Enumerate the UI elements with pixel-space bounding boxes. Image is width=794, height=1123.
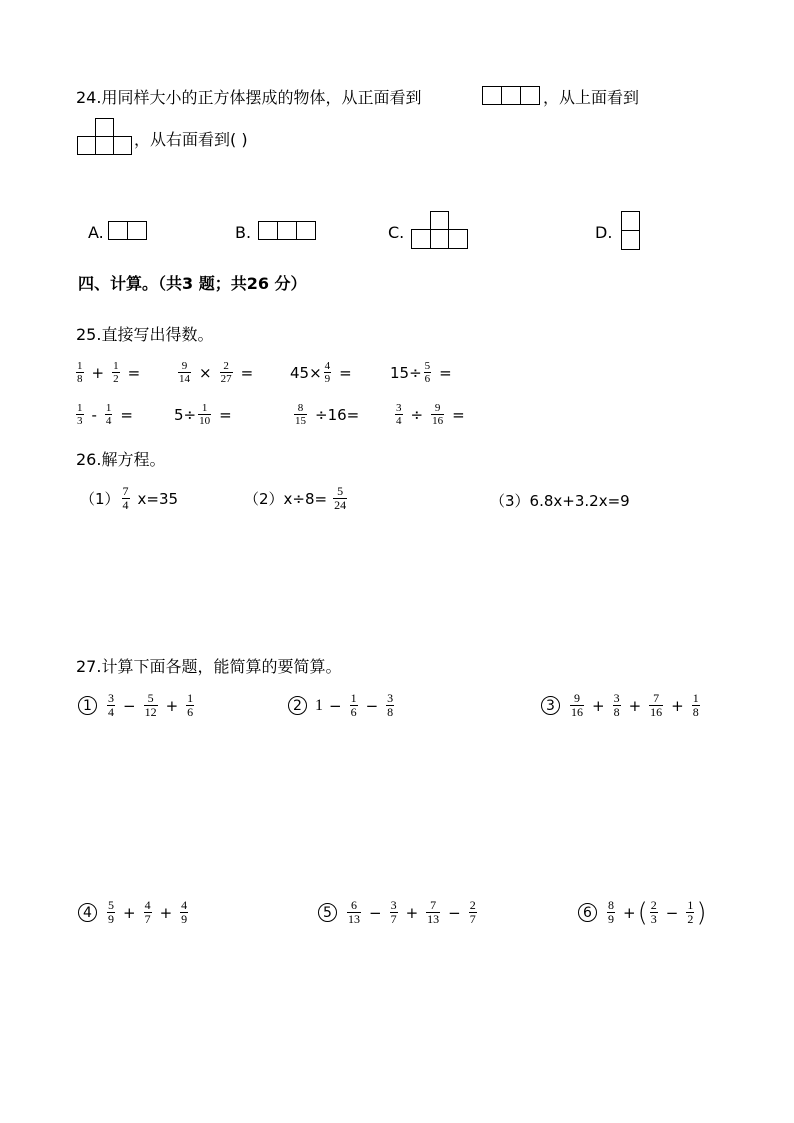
q24-option-c-label: C.: [388, 223, 405, 242]
fraction: $\frac{1}{4}$: [105, 402, 112, 427]
number-circle-3: 3: [541, 696, 560, 715]
fraction: $\frac{3}{8}$: [613, 691, 620, 719]
q25-item-5: $\frac{1}{3}$ - $\frac{1}{4}$ =: [77, 402, 133, 427]
number-circle-2: 2: [288, 696, 307, 715]
q25-title: 25.直接写出得数。: [76, 325, 214, 344]
fraction: $\frac{7}{13}$: [427, 898, 440, 926]
q24-line2: [134, 130, 248, 150]
fraction: $\frac{4}{9}$: [181, 898, 188, 926]
q25-item-1: $\frac{1}{8}$ + $\frac{1}{2}$ =: [77, 360, 141, 385]
q24-option-b-label: B.: [235, 223, 252, 242]
fraction: $\frac{7}{16}$: [650, 691, 663, 719]
section-title: 四、计算。（共3 题；共26 分）: [78, 274, 307, 293]
q27-problem-6: 6 $\frac{8}{9}$ + ( $\frac{2}{3}$ − $\frac{1}{2}$ ): [578, 899, 706, 926]
q25-item-4: 15÷ $\frac{5}{6}$ =: [390, 360, 452, 385]
q24-option-b-figure: [258, 221, 318, 241]
fraction: $\frac{1}{3}$: [77, 402, 83, 427]
fraction: $\frac{5}{12}$: [144, 691, 157, 719]
q25-item-7: $\frac{8}{15}$ ÷16=: [295, 402, 360, 427]
number-circle-4: 4: [78, 903, 97, 922]
fraction: $\frac{9}{16}$: [571, 691, 583, 719]
fraction: $\frac{3}{4}$: [108, 691, 114, 719]
q27-problem-1: 1 $\frac{3}{4}$ − $\frac{5}{12}$ + $\frac{1}{6}$: [78, 692, 196, 719]
q26-equation-3: （3）6.8x+3.2x=9: [490, 492, 630, 510]
fraction: $\frac{1}{8}$: [77, 360, 83, 385]
fraction: $\frac{6}{13}$: [348, 898, 360, 926]
fraction: $\frac{1}{2}$: [113, 360, 119, 385]
q25-item-3: 45× $\frac{4}{9}$ =: [290, 360, 352, 385]
fraction: $\frac{5}{6}$: [424, 360, 431, 385]
q26-equation-2: （2）x÷8= $\frac{5}{24}$: [244, 484, 347, 512]
q24-line1-end: [543, 88, 639, 108]
fraction: $\frac{1}{2}$: [687, 898, 694, 926]
fraction: $\frac{5}{24}$: [334, 484, 347, 512]
q27-problem-4: 4 $\frac{5}{9}$ + $\frac{4}{7}$ + $\frac{4}{9}$: [78, 899, 190, 926]
fraction: $\frac{2}{7}$: [469, 898, 476, 926]
q24-top-view-figure: [77, 118, 137, 158]
fraction: $\frac{2}{27}$: [220, 360, 232, 385]
q24-text-part2: ，从上面看到: [543, 88, 640, 107]
q25-item-8: $\frac{3}{4}$ ÷ $\frac{9}{16}$ =: [396, 402, 465, 427]
fraction: $\frac{8}{9}$: [608, 898, 614, 926]
number-circle-5: 5: [318, 903, 337, 922]
fraction: $\frac{3}{8}$: [387, 691, 394, 719]
q27-problem-3: 3 $\frac{9}{16}$ + $\frac{3}{8}$ + $\frac{7}{16}$ + $\frac{1}{8}$: [541, 692, 702, 719]
fraction: $\frac{8}{15}$: [295, 402, 306, 427]
fraction: $\frac{3}{4}$: [396, 402, 402, 427]
fraction: $\frac{9}{14}$: [179, 360, 190, 385]
number-circle-6: 6: [578, 903, 597, 922]
number-circle-1: 1: [78, 696, 97, 715]
q24-option-d-figure: [621, 211, 641, 251]
fraction: $\frac{1}{6}$: [187, 691, 194, 719]
fraction: $\frac{4}{7}$: [144, 898, 151, 926]
fraction: $\frac{5}{9}$: [108, 898, 114, 926]
q24-option-a-figure: [108, 221, 150, 241]
fraction: $\frac{1}{10}$: [199, 402, 211, 427]
q24-front-view-figure: [482, 86, 542, 106]
fraction: $\frac{1}{8}$: [692, 691, 699, 719]
q24-text-part3: ，从右面看到( ): [134, 130, 248, 149]
fraction: $\frac{4}{9}$: [324, 360, 331, 385]
fraction: $\frac{3}{7}$: [390, 898, 397, 926]
q26-equation-1: （1） $\frac{7}{4}$ x=35: [80, 484, 179, 512]
q27-problem-2: 2 1 − $\frac{1}{6}$ − $\frac{3}{8}$: [288, 692, 396, 719]
fraction: $\frac{7}{4}$: [122, 484, 129, 512]
q24-option-c-figure: [411, 211, 471, 251]
q25-item-6: 5÷ $\frac{1}{10}$ =: [174, 402, 232, 427]
q25-item-2: $\frac{9}{14}$ × $\frac{2}{27}$ =: [179, 360, 254, 385]
fraction: $\frac{2}{3}$: [650, 898, 657, 926]
q24-line1: [76, 88, 421, 108]
q27-title: 27.计算下面各题，能简算的要简算。: [76, 657, 342, 676]
q26-title: 26.解方程。: [76, 450, 166, 469]
q24-option-d-label: D.: [595, 223, 613, 242]
fraction: $\frac{1}{6}$: [350, 691, 357, 719]
q27-problem-5: 5 $\frac{6}{13}$ − $\frac{3}{7}$ + $\frac{7}{13}$ − $\frac{2}{7}$: [318, 899, 479, 926]
q24-option-a-label: A.: [88, 223, 104, 242]
q24-text-part1: 24.用同样大小的正方体摆成的物体，从正面看到: [76, 88, 422, 107]
fraction: $\frac{9}{16}$: [432, 402, 444, 427]
